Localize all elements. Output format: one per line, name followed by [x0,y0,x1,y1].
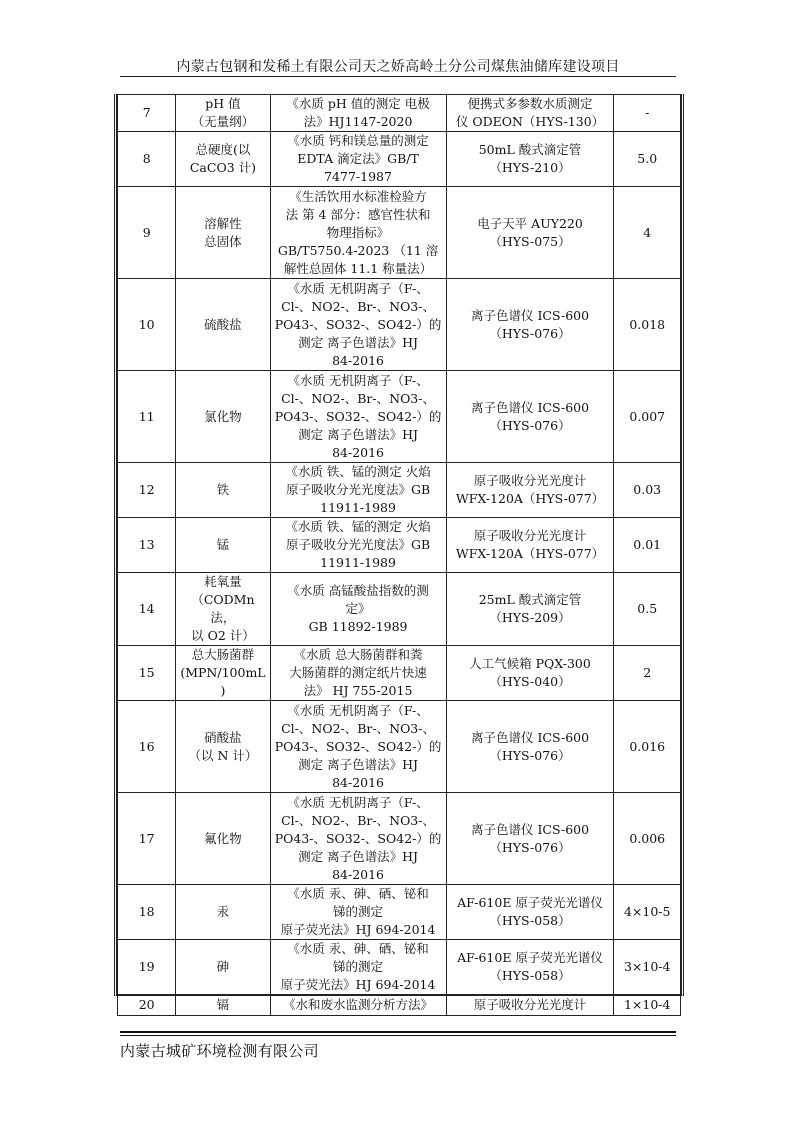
detection-limit-cell [614,701,681,793]
test-item: 溶解性 总固体 [204,215,242,249]
test-item-cell [176,701,270,793]
analysis-method: 《水质 总大肠菌群和粪 大肠菌群的测定纸片快速 法》 HJ 755-2015 [289,647,427,698]
instrument-cell [446,940,614,995]
instrument: 离子色谱仪 ICS-600 （HYS-076） [470,729,590,763]
table-row [118,132,681,187]
table-row [118,701,681,793]
detection-limit-cell [614,793,681,885]
test-item-cell [176,573,270,646]
detection-limit-cell [614,95,681,132]
header-divider [120,76,676,77]
analysis-method-cell [270,701,446,793]
instrument: 离子色谱仪 ICS-600 （HYS-076） [470,821,590,855]
test-item-cell [176,371,270,463]
row-number: 18 [138,904,155,919]
detection-limit: 3×10-4 [623,959,671,974]
row-number: 8 [142,151,151,166]
test-item-cell [176,132,270,187]
page-header: 内蒙古包钢和发稀土有限公司天之娇高岭土分公司煤焦油储库建设项目 [176,59,620,75]
instrument: 原子吸收分光光度计 WFX-120A（HYS-077） [455,528,605,561]
test-item: 总大肠菌群 (MPN/100mL ) [180,647,266,698]
instrument: 50mL 酸式滴定管 （HYS-210） [478,142,582,175]
test-item: pH 值 （无量纲） [191,96,255,129]
detection-limit-cell [614,995,681,1016]
analysis-method-cell [270,95,446,132]
test-item: 镉 [216,997,230,1012]
row-number: 19 [138,959,155,974]
instrument: 离子色谱仪 ICS-600 （HYS-076） [470,307,590,341]
instrument: 原子吸收分光光度计 WFX-120A（HYS-077） [455,473,605,506]
instrument-cell [446,793,614,885]
row-number-cell [118,885,176,940]
row-number-cell [118,646,176,701]
row-number: 12 [138,482,155,497]
detection-limit-cell [614,518,681,573]
instrument-cell [446,187,614,279]
instrument-cell [446,463,614,518]
instrument-cell [446,573,614,646]
analysis-method: 《水质 钙和镁总量的测定 EDTA 滴定法》GB/T 7477-1987 [287,133,429,184]
instrument-cell [446,279,614,371]
analysis-method-cell [270,279,446,371]
instrument: 便携式多参数水质测定 仪 ODEON（HYS-130） [455,96,605,129]
detection-limit-cell [614,463,681,518]
row-number-cell [118,132,176,187]
instrument-cell [446,701,614,793]
table-row [118,518,681,573]
test-item: 氯化物 [204,408,242,424]
table-row [118,940,681,995]
test-item: 硝酸盐 （以 N 计） [188,729,258,763]
instrument: 电子天平 AUY220 （HYS-075） [477,215,583,249]
instrument: 离子色谱仪 ICS-600 （HYS-076） [470,399,590,433]
analysis-method-cell [270,371,446,463]
page-footer: 内蒙古城矿环境检测有限公司 [120,1042,319,1060]
table-row [118,573,681,646]
row-number: 11 [138,408,155,424]
analysis-method: 《水质 无机阴离子（F-、 Cl-、NO2-、Br-、NO3-、 PO43-、SO32-、SO42-）的 测定 离子色谱法》HJ 84-2016 [274,280,442,368]
test-item-cell [176,995,270,1016]
test-item-cell [176,279,270,371]
table-row [118,95,681,132]
detection-limit: 0.5 [637,601,658,616]
analysis-method-cell [270,187,446,279]
detection-limit: 0.016 [629,738,666,754]
row-number-cell [118,371,176,463]
table-row [118,793,681,885]
row-number-cell [118,793,176,885]
row-number-cell [118,463,176,518]
analysis-method-cell [270,132,446,187]
row-number: 14 [138,601,155,616]
analysis-method-cell [270,573,446,646]
analysis-method: 《水质 铁、锰的测定 火焰 原子吸收分光光度法》GB 11911-1989 [285,464,431,515]
instrument: 原子吸收分光光度计 [473,997,587,1012]
detection-limit-cell [614,187,681,279]
table-row [118,646,681,701]
detection-limit: 5.0 [637,151,658,166]
row-number: 15 [138,665,155,680]
analysis-method: 《水质 pH 值的测定 电极 法》HJ1147-2020 [286,96,430,129]
detection-limit-cell [614,940,681,995]
analysis-method-cell [270,518,446,573]
row-number: 10 [138,316,155,332]
row-number: 13 [138,537,155,552]
row-number-cell [118,995,176,1016]
test-item-cell [176,793,270,885]
test-item: 汞 [216,904,230,919]
row-number-cell [118,187,176,279]
test-item: 氟化物 [204,830,242,846]
instrument: 25mL 酸式滴定管 （HYS-209） [478,592,582,625]
detection-limit-cell [614,279,681,371]
table-row [118,279,681,371]
instrument-cell [446,371,614,463]
test-item: 砷 [216,959,230,974]
test-item: 总硬度(以 CaCO3 计) [189,142,256,175]
instrument: AF-610E 原子荧光光谱仪 （HYS-058） [457,895,603,928]
instrument-cell [446,885,614,940]
row-number-cell [118,701,176,793]
analysis-method-cell [270,646,446,701]
detection-limit: 0.01 [633,537,662,552]
table-row [118,885,681,940]
row-number: 9 [142,224,151,240]
detection-limit-cell [614,132,681,187]
detection-limit-cell [614,646,681,701]
table-row [118,995,681,1016]
table-row [118,187,681,279]
instrument-cell [446,132,614,187]
row-number-cell [118,95,176,132]
analysis-method: 《水质 无机阴离子（F-、 Cl-、NO2-、Br-、NO3-、 PO43-、SO32-、SO42-）的 测定 离子色谱法》HJ 84-2016 [274,794,442,882]
row-number: 16 [138,738,155,754]
detection-limit: 4 [643,224,652,240]
row-number-cell [118,573,176,646]
test-item: 耗氧量 （CODMn 法， 以 O2 计） [191,574,255,643]
analysis-method-cell [270,793,446,885]
analysis-method: 《水质 铁、锰的测定 火焰 原子吸收分光光度法》GB 11911-1989 [285,519,431,570]
analysis-methods-table-container [114,94,684,1012]
row-number: 7 [142,105,151,120]
row-number-cell [118,940,176,995]
footer-divider [120,1031,676,1033]
test-item: 锰 [216,537,230,552]
row-number-cell [118,279,176,371]
test-item: 硫酸盐 [204,316,242,332]
analysis-method: 《水和废水监测分析方法》 [283,997,434,1012]
detection-limit: 4×10-5 [623,904,671,919]
table-row [118,371,681,463]
analysis-method: 《水质 汞、砷、硒、铋和 锑的测定 原子荧光法》HJ 694-2014 [280,941,436,992]
test-item-cell [176,187,270,279]
detection-limit-cell [614,885,681,940]
analysis-method-cell [270,995,446,1016]
instrument-cell [446,646,614,701]
analysis-methods-table [117,94,681,1016]
detection-limit: 0.018 [629,316,666,332]
test-item-cell [176,646,270,701]
instrument: AF-610E 原子荧光光谱仪 （HYS-058） [457,950,603,983]
test-item-cell [176,95,270,132]
row-number: 17 [138,830,155,846]
analysis-method: 《水质 汞、砷、硒、铋和 锑的测定 原子荧光法》HJ 694-2014 [280,886,436,937]
test-item-cell [176,940,270,995]
test-item-cell [176,885,270,940]
analysis-method: 《水质 无机阴离子（F-、 Cl-、NO2-、Br-、NO3-、 PO43-、SO32-、SO42-）的 测定 离子色谱法》HJ 84-2016 [274,702,442,790]
row-number: 20 [138,997,155,1012]
detection-limit: 0.006 [629,830,666,846]
instrument: 人工气候箱 PQX-300 （HYS-040） [469,656,591,689]
test-item: 铁 [216,482,230,497]
detection-limit-cell [614,371,681,463]
row-number-cell [118,518,176,573]
table-row [118,463,681,518]
test-item-cell [176,518,270,573]
analysis-method-cell [270,940,446,995]
analysis-method: 《水质 高锰酸盐指数的测 定》 GB 11892-1989 [287,583,429,634]
detection-limit: 2 [643,665,652,680]
test-item-cell [176,463,270,518]
instrument-cell [446,518,614,573]
detection-limit-cell [614,573,681,646]
analysis-method: 《水质 无机阴离子（F-、 Cl-、NO2-、Br-、NO3-、 PO43-、SO32-、SO42-）的 测定 离子色谱法》HJ 84-2016 [274,372,442,460]
analysis-method-cell [270,885,446,940]
footer-divider-thin [120,1035,676,1036]
detection-limit: 0.007 [629,408,666,424]
detection-limit: 0.03 [633,482,662,497]
detection-limit: - [645,105,650,120]
analysis-method: 《生活饮用水标准检验方 法 第 4 部分：感官性状和 物理指标》 GB/T5750.4-2023 （11 溶 解性总固体 11.1 称量法） [277,188,439,276]
analysis-method-cell [270,463,446,518]
detection-limit: 1×10-4 [623,997,671,1012]
instrument-cell [446,95,614,132]
instrument-cell [446,995,614,1016]
